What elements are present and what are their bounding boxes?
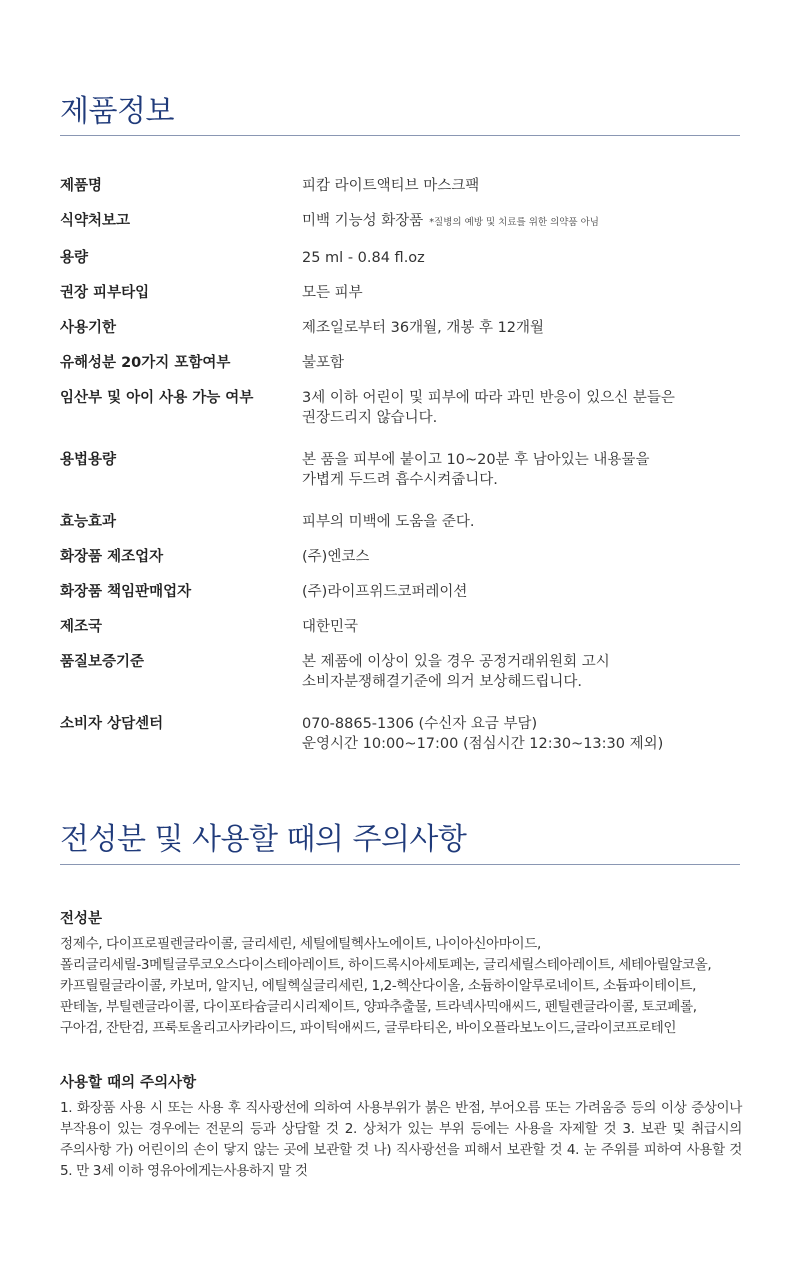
info-value: (주)엔코스 bbox=[302, 549, 370, 565]
ingredients-heading: 전성분 bbox=[60, 911, 103, 927]
info-value-cell bbox=[302, 450, 750, 490]
info-label: 유해성분 20가지 포함여부 bbox=[60, 355, 231, 371]
info-value-cell bbox=[302, 283, 750, 303]
info-label: 권장 피부타입 bbox=[60, 285, 150, 301]
info-label: 식약처보고 bbox=[60, 213, 131, 229]
info-value: 070-8865-1306 (수신자 요금 부담) 운영시간 10:00~17:00 (점심시간 12:30~13:30 제외) bbox=[302, 716, 664, 752]
info-value: 25 ml - 0.84 fl.oz bbox=[302, 250, 425, 266]
info-row bbox=[60, 283, 750, 303]
info-value: 모든 피부 bbox=[302, 285, 363, 301]
info-label: 화장품 책임판매업자 bbox=[60, 584, 192, 600]
info-value-cell bbox=[302, 547, 750, 567]
info-label: 제조국 bbox=[60, 619, 103, 635]
info-label: 소비자 상담센터 bbox=[60, 716, 164, 732]
info-note: *질병의 예방 및 치료를 위한 의약품 아님 bbox=[429, 217, 599, 228]
info-row bbox=[60, 450, 750, 490]
info-value: 피캄 라이트액티브 마스크팩 bbox=[302, 178, 480, 194]
info-label: 효능효과 bbox=[60, 514, 117, 530]
info-value-cell bbox=[302, 714, 750, 754]
info-value-cell bbox=[302, 652, 750, 692]
info-row bbox=[60, 388, 750, 428]
info-value-cell bbox=[302, 211, 750, 233]
info-row bbox=[60, 714, 750, 754]
info-label: 사용기한 bbox=[60, 320, 117, 336]
info-value: 대한민국 bbox=[302, 619, 359, 635]
info-value: 본 품을 피부에 붙이고 10~20분 후 남아있는 내용물을 가볍게 두드려 흡수시켜줍니다. bbox=[302, 452, 650, 488]
info-row bbox=[60, 248, 750, 268]
section-divider bbox=[60, 135, 740, 136]
info-row bbox=[60, 512, 750, 532]
info-value-cell bbox=[302, 248, 750, 268]
info-label: 용법용량 bbox=[60, 452, 117, 468]
info-value: (주)라이프위드코퍼레이션 bbox=[302, 584, 468, 600]
info-row bbox=[60, 353, 750, 373]
info-row bbox=[60, 211, 750, 233]
info-row bbox=[60, 652, 750, 692]
ingredients-text: 정제수, 다이프로필렌글라이콜, 글리세린, 세틸에틸헥사노에이트, 나이아신아마이드, 폴리글리세릴-3메틸글루코오스다이스테아레이트, 하이드록시아세토페논, 글리세릴스테아레이트, 세테아릴알코올, 카프릴릴글라이콜, 카보머, 알지닌, 에틸헥실글리세린, 1,2-헥산다이올, 소듐하이알루로네이트, 소듐파이테이트, 판테놀, 부틸렌글라이콜, 다이포타슘글리시리제이트, 양파추출물, 트라넥사믹애씨드, 펜틸렌글라이콜, 토코페롤, 구아검, 잔탄검, 프룩토올리고사카라이드, 파이틱애씨드, 글루타티온, 바이오플라보노이드,글라이코프로테인 bbox=[60, 936, 712, 1036]
info-value: 불포함 bbox=[302, 355, 345, 371]
caution-text: 1. 화장품 사용 시 또는 사용 후 직사광선에 의하여 사용부위가 붉은 반점, 부어오름 또는 가려움증 등의 이상 증상이나 부작용이 있는 경우에는 전문의 등과 상담할 것 2. 상처가 있는 부위 등에는 사용을 자제할 것 3. 보관 및 취급시의 주의사항 가) 어린이의 손이 닿지 않는 곳에 보관할 것 나) 직사광선을 피해서 보관할 것 4. 눈 주위를 피하여 사용할 것 5. 만 3세 이하 영유아에게는사용하지 말 것 bbox=[60, 1100, 742, 1179]
ingredients-section-title: 전성분 및 사용할 때의 주의사항 bbox=[60, 822, 467, 857]
product-info-title: 제품정보 bbox=[60, 94, 174, 129]
product-info-table bbox=[60, 176, 750, 754]
info-label: 화장품 제조업자 bbox=[60, 549, 164, 565]
info-value: 제조일로부터 36개월, 개봉 후 12개월 bbox=[302, 320, 545, 336]
info-label: 제품명 bbox=[60, 178, 103, 194]
info-value-cell bbox=[302, 353, 750, 373]
info-value-cell bbox=[302, 388, 750, 428]
info-value-cell bbox=[302, 318, 750, 338]
section-divider bbox=[60, 864, 740, 865]
info-value-cell bbox=[302, 512, 750, 532]
info-row bbox=[60, 547, 750, 567]
caution-heading: 사용할 때의 주의사항 bbox=[60, 1075, 197, 1091]
info-label: 용량 bbox=[60, 250, 89, 266]
info-label: 품질보증기준 bbox=[60, 654, 145, 670]
info-value-cell bbox=[302, 582, 750, 602]
info-value: 3세 이하 어린이 및 피부에 따라 과민 반응이 있으신 분들은 권장드리지 않습니다. bbox=[302, 390, 675, 426]
info-value: 미백 기능성 화장품 bbox=[302, 213, 424, 229]
info-value-cell bbox=[302, 176, 750, 196]
info-value: 본 제품에 이상이 있을 경우 공정거래위원회 고시 소비자분쟁해결기준에 의거 보상해드립니다. bbox=[302, 654, 610, 690]
info-label: 임산부 및 아이 사용 가능 여부 bbox=[60, 390, 254, 406]
info-row bbox=[60, 617, 750, 637]
info-value-cell bbox=[302, 617, 750, 637]
info-row bbox=[60, 176, 750, 196]
info-value: 피부의 미백에 도움을 준다. bbox=[302, 514, 475, 530]
info-row bbox=[60, 318, 750, 338]
info-row bbox=[60, 582, 750, 602]
